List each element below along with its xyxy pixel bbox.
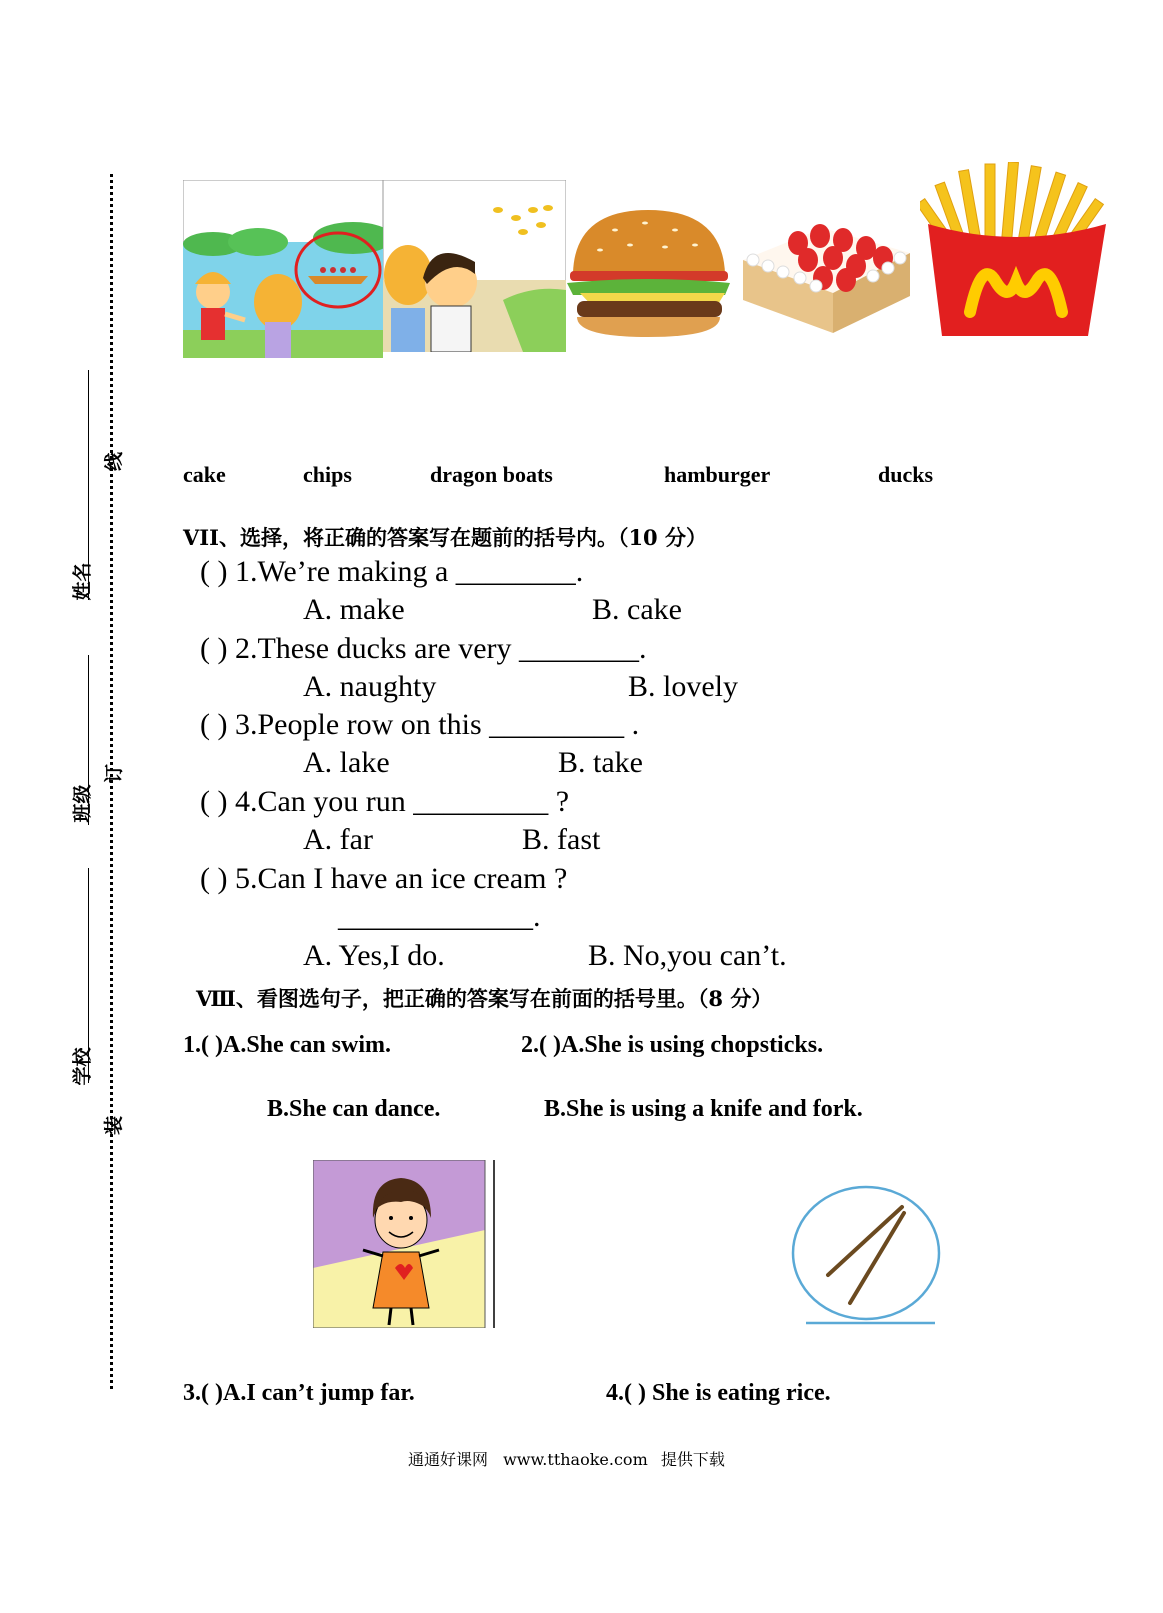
- word-bank-dragon-boats: dragon boats: [430, 462, 553, 487]
- question-5-option-b: B. No,you can’t.: [588, 939, 787, 972]
- margin-label-line: 线: [103, 451, 126, 472]
- margin-label-bind: 装: [103, 1115, 126, 1136]
- name-field-label: 姓名: [71, 562, 94, 601]
- dancing-girl-picture: [313, 1160, 497, 1328]
- question-2-option-b: B. lovely: [628, 670, 738, 703]
- word-bank-ducks: ducks: [878, 462, 934, 487]
- question-3-option-b: B. take: [558, 746, 643, 779]
- cake-picture: [738, 198, 914, 333]
- question-5-answer-blank: _____________.: [338, 900, 541, 933]
- margin-label-staple: 订: [103, 763, 126, 784]
- question-3-option-a: A. lake: [303, 746, 390, 779]
- ducks-picture: [383, 180, 566, 352]
- question-3-stem: ( ) 3.People row on this _________ .: [200, 708, 640, 741]
- question-5-stem: ( ) 5.Can I have an ice cream ?: [200, 862, 568, 895]
- picture-question-3: 3.( )A.I can’t jump far.: [183, 1380, 415, 1406]
- word-bank-chips: chips: [303, 462, 352, 487]
- picture-question-1-option-b: B.She can dance.: [267, 1096, 441, 1122]
- question-4-option-a: A. far: [303, 823, 373, 856]
- footer-site-name: 通通好课网: [408, 1450, 489, 1469]
- question-1-option-b: B. cake: [592, 593, 682, 626]
- question-4-option-b: B. fast: [522, 823, 601, 856]
- class-field-label: 班级: [71, 784, 94, 823]
- hamburger-picture: [565, 205, 732, 340]
- section-7-title: VII、选择，将正确的答案写在题前的括号内。（10 分）: [183, 525, 707, 550]
- question-1-stem: ( ) 1.We’re making a ________.: [200, 555, 584, 588]
- question-2-option-a: A. naughty: [303, 670, 437, 703]
- footer-credit: [408, 1447, 725, 1470]
- footer-suffix: 提供下载: [660, 1450, 725, 1469]
- footer-url[interactable]: www.tthaoke.com: [503, 1450, 648, 1469]
- dragon-boat-picture: [183, 180, 383, 358]
- picture-question-4: 4.( ) She is eating rice.: [606, 1380, 831, 1406]
- chips-picture: [920, 162, 1112, 340]
- question-2-stem: ( ) 2.These ducks are very ________.: [200, 632, 647, 665]
- picture-question-2: 2.( )A.She is using chopsticks.: [521, 1032, 824, 1058]
- question-1-option-a: A. make: [303, 593, 405, 626]
- chopsticks-plate-picture: [790, 1183, 945, 1333]
- section-8-title: Ⅷ、看图选句子，把正确的答案写在前面的括号里。（8 分）: [196, 986, 773, 1011]
- question-5-option-a: A. Yes,I do.: [303, 939, 445, 972]
- question-4-stem: ( ) 4.Can you run _________ ?: [200, 785, 570, 818]
- school-field-label: 学校: [71, 1047, 94, 1086]
- word-bank-hamburger: hamburger: [664, 462, 771, 487]
- word-bank-cake: cake: [183, 462, 226, 487]
- picture-question-1: 1.( )A.She can swim.: [183, 1032, 391, 1058]
- picture-question-2-option-b: B.She is using a knife and fork.: [544, 1096, 863, 1122]
